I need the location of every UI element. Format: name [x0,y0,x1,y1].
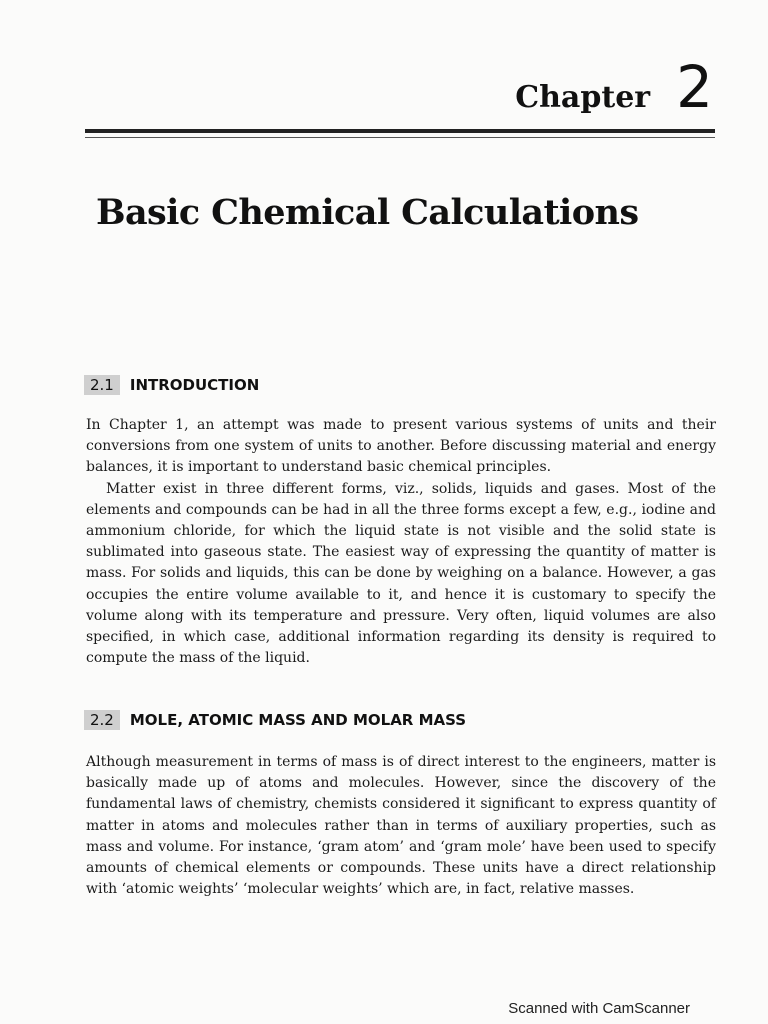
chapter-number: 2 [676,53,713,121]
chapter-rule-thin [85,137,715,138]
chapter-title: Basic Chemical Calculations [96,192,639,233]
paragraph: Although measurement in terms of mass is of direct interest to the engineers, matter is basically made up of atoms and molecules. However, since the discovery of the fundamental laws of chemistry, chemists considered it significant to express quantity of matter in atoms and molecules rather than in terms of auxiliary properties, such as mass and volume. For instance, ‘gram atom’ and ‘gram mole’ have been used to specify amounts of chemical elements or compounds. These units have a direct relationship with ‘atomic weights’ ‘molecular weights’ which are, in fact, relative masses. [86,754,716,898]
scanner-watermark: Scanned with CamScanner [508,1000,690,1017]
chapter-label: Chapter [515,80,651,115]
section-number: 2.2 [84,710,120,730]
paragraph: In Chapter 1, an attempt was made to present various systems of units and their conversions from one system of units to another. Before discussing material and energy balances, it is important to understand basic chemical principles. [86,417,716,476]
section-title: MOLE, ATOMIC MASS AND MOLAR MASS [129,711,467,729]
paragraph: Matter exist in three different forms, viz., solids, liquids and gases. Most of the elements and compounds can be had in all the three forms except a few, e.g., iodine and ammonium chloride, for which the liquid state is not visible and the solid state is sublimated into gaseous state. The easiest way of expressing the quantity of matter is mass. For solids and liquids, this can be done by weighing on a balance. However, a gas occupies the entire volume available to it, and hence it is customary to specify the volume along with its temperature and pressure. Very often, liquid volumes are also specified, in which case, additional information regarding its density is required to compute the mass of the liquid. [86,480,716,667]
section-body-introduction [86,415,716,669]
chapter-heading [515,53,713,121]
section-number: 2.1 [84,375,120,395]
section-title: INTRODUCTION [129,376,260,394]
section-body-mole [86,752,716,900]
section-heading-mole [84,710,466,730]
section-heading-introduction [84,375,259,395]
chapter-rule [85,129,715,133]
